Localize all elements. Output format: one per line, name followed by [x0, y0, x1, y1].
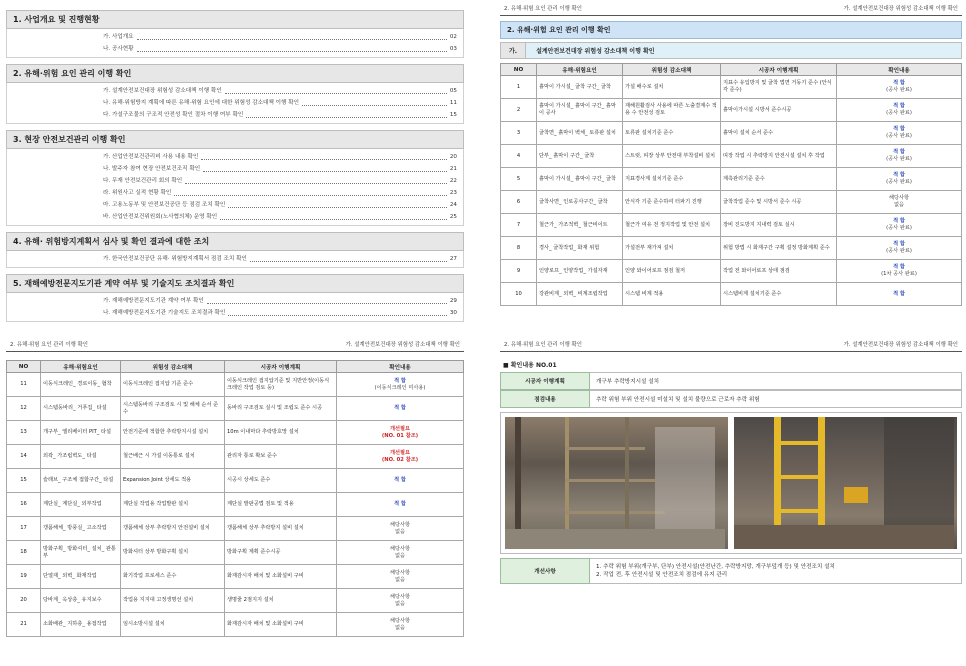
result-status: 적 합 [893, 264, 905, 270]
toc-item[interactable] [103, 177, 457, 186]
cell-plan: 생명줄 2점지지 설치 [225, 589, 337, 613]
result-status: 해당사항 [389, 545, 411, 552]
table-row [7, 373, 464, 397]
result-status: 해당사항 [389, 569, 411, 576]
toc-page [6, 4, 464, 326]
cell-risk: 강관비계_ 외벽_ 비계조립작업 [537, 283, 623, 306]
col-risk: 유해·위험요인 [537, 64, 623, 76]
table-header [7, 361, 464, 373]
toc-leader-dots [137, 39, 447, 40]
cell-result [337, 469, 464, 493]
cell-no: 14 [7, 445, 41, 469]
risk-table-1 [500, 63, 962, 306]
result-note: (공사 완료) [886, 156, 912, 162]
improvement-label: 개선사항 [500, 558, 590, 584]
result-status: 해당사항 [888, 195, 910, 201]
cell-plan: 시스템비계 설치기준 준수 [721, 283, 837, 306]
cell-no: 11 [7, 373, 41, 397]
result-status: 적 합 [394, 405, 406, 411]
table-row [7, 565, 464, 589]
cell-result [337, 565, 464, 589]
toc-item[interactable] [103, 33, 457, 42]
cell-plan: 위험 방법 시 화재구간 구획 설정 방화계획 준수 [721, 237, 837, 260]
toc-section-title: 2. 유해·위험 요인 관리 이행 확인 [6, 64, 464, 83]
result-status: 적 합 [893, 103, 905, 109]
cell-risk: 당바계_ 옥상층_ 유지보수 [41, 589, 121, 613]
table-row [501, 76, 962, 99]
result-status: 해당사항 [389, 617, 411, 624]
cell-risk: 인양로프_ 인양작업_ 가설자재 [537, 260, 623, 283]
cell-plan: 장비 진도방지 지내력 검토 실시 [721, 214, 837, 237]
subsection-label: 가. [500, 42, 526, 59]
cell-measure: Expansion Joint 상세도 적용 [121, 469, 225, 493]
cell-risk: 철근가_ 가조적벽_ 철근비이트 [537, 214, 623, 237]
result-note: 없음 [893, 202, 905, 208]
photo-page [500, 340, 962, 662]
cell-result [837, 260, 962, 283]
header-left: 2. 유해·위험 요인 관리 이행 확인 [10, 342, 88, 348]
col-result: 확인내용 [837, 64, 962, 76]
toc-leader-dots [137, 51, 447, 52]
toc-item[interactable] [103, 297, 457, 306]
cell-plan: 화재감시자 배치 및 소화설비 구비 [225, 565, 337, 589]
result-status: 개선필요 [389, 449, 411, 456]
cell-no: 17 [7, 517, 41, 541]
col-no: NO [7, 361, 41, 373]
cell-plan: 작업 전 와이어로프 상태 점검 [721, 260, 837, 283]
risk-table-2 [6, 360, 464, 637]
toc-page-number: 29 [449, 298, 457, 304]
table-row [501, 283, 962, 306]
toc-page-number: 21 [449, 166, 457, 172]
cell-measure: 스트럿, 띠장 상부 안전대 부착설비 설치 [623, 145, 721, 168]
cell-no: 18 [7, 541, 41, 565]
check-number-heading: ■ 확인내용 NO.01 [503, 362, 557, 369]
toc-item-text: 가. 설계안전보건대장 위험성 감소대책 이행 확인 [103, 88, 222, 94]
result-note: 없음 [394, 600, 406, 607]
toc-leader-dots [185, 183, 447, 184]
col-risk: 유해·위험요인 [41, 361, 121, 373]
table-row [501, 191, 962, 214]
cell-risk: 외곽_ 가조립벽도_ 타설 [41, 445, 121, 469]
cell-measure: 지표경사계 설치기준 준수 [623, 168, 721, 191]
table-row [501, 145, 962, 168]
toc-leader-dots [246, 117, 447, 118]
header-left: 2. 유해·위험 요인 관리 이행 확인 [504, 6, 582, 12]
cell-no: 3 [501, 122, 537, 145]
subsection-title: 설계안전보건대장 위험성 감소대책 이행 확인 [526, 42, 962, 59]
cell-result [837, 145, 962, 168]
improvement-row [500, 558, 962, 584]
table-row [7, 493, 464, 517]
toc-item-text: 마. 고용노동부 및 안전보건공단 등 점검 조치 확인 [103, 202, 226, 208]
cell-result [337, 613, 464, 637]
toc-page-number: 02 [449, 34, 457, 40]
table-row [501, 237, 962, 260]
cell-no: 5 [501, 168, 537, 191]
toc-section-title: 5. 재해예방전문지도기관 계약 여부 및 기술지도 조치결과 확인 [6, 274, 464, 293]
inspection-label: 점검내용 [500, 390, 590, 408]
cell-plan: 띠장 작업 시 추락방지 안전시설 설치 후 작업 [721, 145, 837, 168]
toc-section-title: 4. 유해· 위험방지계획서 심사 및 확인 결과에 대한 조치 [6, 232, 464, 251]
toc-page-number: 27 [449, 256, 457, 262]
toc-item[interactable] [103, 255, 457, 264]
table-row [7, 613, 464, 637]
plan-label: 시공자 이행계획 [500, 372, 590, 390]
checklist-page-2 [6, 340, 464, 662]
cell-plan: 10m 이내마다 추락방호망 설치 [225, 421, 337, 445]
toc-leader-dots [174, 195, 447, 196]
site-photos [500, 412, 962, 554]
result-status: 적 합 [893, 241, 905, 247]
cell-plan: 지표수 유입방지 및 굴착 법면 거동기 준수 (안식각 준수) [721, 76, 837, 99]
cell-result [837, 214, 962, 237]
running-header [6, 340, 464, 352]
result-status: 적 합 [893, 126, 905, 132]
cell-plan: 흙막이 설치 순서 준수 [721, 122, 837, 145]
cell-no: 12 [7, 397, 41, 421]
toc-section-title: 1. 사업개요 및 진행현황 [6, 10, 464, 29]
header-right: 가. 설계안전보건대장 위험성 감소대책 이행 확인 [345, 342, 460, 348]
improvement-text [590, 558, 962, 584]
table-row [501, 168, 962, 191]
cell-result [837, 283, 962, 306]
cell-no: 7 [501, 214, 537, 237]
cell-measure: 임시소방시설 설치 [121, 613, 225, 637]
toc-item-text: 라. 위원사고 실적 현황 확인 [103, 190, 172, 196]
cell-risk: 개구부_ 엘리베이터 PIT_ 타설 [41, 421, 121, 445]
toc-leader-dots [228, 207, 447, 208]
toc-section [6, 10, 464, 58]
cell-plan: 계측관리기준 준수 [721, 168, 837, 191]
toc-leader-dots [220, 219, 447, 220]
cell-result [337, 445, 464, 469]
toc-item[interactable] [103, 165, 457, 174]
toc-leader-dots [203, 171, 447, 172]
cell-risk: 갱폼해체_ 방풍실_ 고소작업 [41, 517, 121, 541]
cell-no: 2 [501, 99, 537, 122]
result-status: 적 합 [394, 477, 406, 483]
table-row [7, 397, 464, 421]
toc-leader-dots [207, 303, 447, 304]
col-result: 확인내용 [337, 361, 464, 373]
running-header [500, 4, 962, 16]
result-note: (공사 완료) [886, 248, 912, 254]
cell-plan: 시공시 상세도 준수 [225, 469, 337, 493]
col-no: NO [501, 64, 537, 76]
toc-section [6, 130, 464, 226]
toc-leader-dots [228, 315, 447, 316]
result-note: (공사 완료) [886, 87, 912, 93]
toc-page-number: 15 [449, 112, 457, 118]
running-header [500, 340, 962, 352]
section-title: 2. 유해·위험 요인 관리 이행 확인 [500, 21, 962, 39]
toc-leader-dots [302, 105, 447, 106]
toc-section [6, 232, 464, 268]
toc-section-title: 3. 현장 안전보건관리 이행 확인 [6, 130, 464, 149]
cell-result [837, 99, 962, 122]
cell-risk: 방화구획_ 방화셔터_ 설치_ 관통부 [41, 541, 121, 565]
inspection-row [500, 390, 962, 408]
cell-plan: 이동식크레인 접지압기준 및 지반안정(이동식크레인 작업 검토 등) [225, 373, 337, 397]
cell-measure: 이동식크레인 접지압 기준 준수 [121, 373, 225, 397]
cell-no: 20 [7, 589, 41, 613]
toc-section [6, 274, 464, 322]
cell-no: 19 [7, 565, 41, 589]
cell-plan: 동바리 구조검토 실시 및 조립도 준수 시공 [225, 397, 337, 421]
toc-item[interactable] [103, 201, 457, 210]
cell-no: 15 [7, 469, 41, 493]
cell-risk: 계단실_ 계단실_ 외부작업 [41, 493, 121, 517]
cell-result [837, 168, 962, 191]
result-status: 해당사항 [389, 521, 411, 528]
cell-risk: 슬래브_ 구조체 접합구간_ 타설 [41, 469, 121, 493]
cell-plan: 관리자 통로 확보 준수 [225, 445, 337, 469]
table-row [501, 260, 962, 283]
result-status: 적 합 [394, 377, 406, 384]
cell-no: 16 [7, 493, 41, 517]
cell-result [837, 76, 962, 99]
toc-item-text: 가. 사업개요 [103, 34, 134, 40]
cell-no: 4 [501, 145, 537, 168]
table-row [501, 214, 962, 237]
toc-item-text: 바. 산업안전보건위원회(노사협의체) 운영 확인 [103, 214, 218, 220]
improvement-line: 1. 추락 위험 부위(개구부, 단부) 안전시설(안전난간, 추락방지망, 개구부덮개 등) 및 안전조치 설치 [596, 564, 835, 570]
checklist-page-1 [500, 4, 962, 326]
toc-item-text: 가. 재해예방전문지도기관 계약 여부 확인 [103, 298, 204, 304]
cell-plan: 계단실 발판공법 검토 및 적용 [225, 493, 337, 517]
toc-page-number: 23 [449, 190, 457, 196]
result-status: 적 합 [893, 218, 905, 224]
toc-page-number: 22 [449, 178, 457, 184]
table-row [7, 445, 464, 469]
result-note: (공사 완료) [886, 110, 912, 116]
toc-items [6, 293, 464, 322]
result-status: 해당사항 [389, 593, 411, 600]
table-row [7, 541, 464, 565]
result-note: 없음 [394, 624, 406, 631]
cell-plan: 방화구획 계획 준수시공 [225, 541, 337, 565]
toc-item-text: 나. 발주자 참여 현장 안전보건조직 확인 [103, 166, 201, 172]
table-row [7, 421, 464, 445]
cell-risk: 흙막이 가시설_ 굴착 구간_ 굴착 [537, 76, 623, 99]
cell-measure: 갱폼해체 상부 추락방지 안전설비 설치 [121, 517, 225, 541]
cell-measure: 가설 배수로 설치 [623, 76, 721, 99]
header-right: 가. 설계안전보건대장 위험성 감소대책 이행 확인 [843, 342, 958, 348]
cell-result [337, 589, 464, 613]
cell-measure: 가설전부 재가져 설치 [623, 237, 721, 260]
cell-risk: 굴착사면_ 인로공사구간_ 굴착 [537, 191, 623, 214]
toc-page-number: 03 [449, 46, 457, 52]
cell-measure: 화기작업 프로세스 준수 [121, 565, 225, 589]
cell-no: 10 [501, 283, 537, 306]
toc-items [6, 149, 464, 226]
result-status: 적 합 [893, 149, 905, 155]
toc-item[interactable] [103, 189, 457, 198]
result-note: (NO. 01 참조) [381, 432, 419, 439]
cell-risk: 시스템동바리_ 거푸집_ 타설 [41, 397, 121, 421]
cell-result [337, 373, 464, 397]
toc-item[interactable] [103, 45, 457, 54]
cell-measure: 작업용 지지대 고정생명선 설치 [121, 589, 225, 613]
result-note: (공사 완료) [886, 179, 912, 185]
toc-page-number: 05 [449, 88, 457, 94]
toc-item-text: 다. 무재 안전보건관리 회의 확인 [103, 178, 183, 184]
toc-section [6, 64, 464, 124]
cell-measure: 재해원활검사 사용에 따른 노출결계수 적용 수 안전성 검토 [623, 99, 721, 122]
result-note: 없음 [394, 576, 406, 583]
improvement-line: 2. 작업 전, 후 안전시설 및 안전조치 점검에 유지 관리 [596, 572, 728, 578]
inspection-value: 추락 위험 부위 안전시설 미설치 및 설치 불량으로 근로자 추락 위험 [590, 390, 962, 408]
toc-item-text: 나. 유해·위험방지 계획에 따른 유해·위험 요인에 대한 위험성 감소대책 이행 확인 [103, 100, 300, 106]
toc-item[interactable] [103, 153, 457, 162]
toc-item-text: 가. 한국안전보건공단 유해· 위험방지계획서 점검 조치 확인 [103, 256, 247, 262]
cell-measure: 시스템 비계 적용 [623, 283, 721, 306]
plan-row [500, 372, 962, 390]
cell-no: 8 [501, 237, 537, 260]
site-photo-stairs [505, 417, 728, 549]
cell-result [337, 421, 464, 445]
cell-result [837, 237, 962, 260]
cell-risk: 흙막이 가시설_ 흙막이 구간_ 굴착 [537, 168, 623, 191]
toc-leader-dots [201, 159, 447, 160]
subsection-bar [500, 42, 962, 59]
result-status: 적 합 [893, 290, 905, 297]
toc-page-number: 30 [449, 310, 457, 316]
result-note: (NO. 02 참조) [381, 456, 419, 463]
cell-plan: 갱폼해체 상부 추락방지 설비 설치 [225, 517, 337, 541]
toc-item-text: 가. 산업안전보건관리비 사용 내용 확인 [103, 154, 199, 160]
table-row [501, 122, 962, 145]
toc-page-number: 25 [449, 214, 457, 220]
cell-measure: 계단실 작업용 작업발판 설치 [121, 493, 225, 517]
toc-leader-dots [225, 93, 447, 94]
result-note: (1차 공사 완료) [881, 271, 917, 277]
result-note: 없음 [394, 528, 406, 535]
result-note: (이동식크레인 미사용) [374, 384, 426, 391]
col-measure: 위험성 감소대책 [121, 361, 225, 373]
cell-no: 13 [7, 421, 41, 445]
toc-item[interactable] [103, 87, 457, 96]
cell-result [837, 122, 962, 145]
col-plan: 시공자 이행계획 [721, 64, 837, 76]
table-row [7, 517, 464, 541]
cell-measure: 철근가 여유 전 정지작업 및 안전 설치 [623, 214, 721, 237]
cell-risk: 단부_ 흙막이 구간_ 굴착 [537, 145, 623, 168]
toc-item-text: 나. 재해예방전문지도기관 기술지도 조치결과 확인 [103, 310, 226, 316]
plan-value: 개구부 추락방지시설 설치 [590, 372, 962, 390]
cell-measure: 안식각 기준 준수하여 터파기 진행 [623, 191, 721, 214]
cell-measure: 안전기준에 적합한 추락방지시설 설치 [121, 421, 225, 445]
cell-no: 9 [501, 260, 537, 283]
cell-risk: 이동식크레인_ 경로이동_ 협착 [41, 373, 121, 397]
toc-item[interactable] [103, 309, 457, 318]
cell-plan: 흙막이가시설 시방서 준수시공 [721, 99, 837, 122]
toc-page-number: 24 [449, 202, 457, 208]
header-left: 2. 유해·위험 요인 관리 이행 확인 [504, 342, 582, 348]
result-status: 적 합 [893, 172, 905, 178]
cell-no: 6 [501, 191, 537, 214]
site-photo-hoist [734, 417, 957, 549]
col-measure: 위험성 감소대책 [623, 64, 721, 76]
cell-risk: 단열재_ 외벽_ 화재작업 [41, 565, 121, 589]
cell-measure: 시스템동바리 구조검토 시 및 해체 순서 준수 [121, 397, 225, 421]
result-note: (공사 완료) [886, 225, 912, 231]
cell-measure: 인양 와이어로프 점검 철저 [623, 260, 721, 283]
table-header [501, 64, 962, 76]
cell-measure: 철근배근 시 가설 이동통로 설치 [121, 445, 225, 469]
cell-risk: 경사_ 굴착작업_ 화재 위험 [537, 237, 623, 260]
toc-leader-dots [250, 261, 447, 262]
result-status: 적 합 [394, 501, 406, 507]
cell-risk: 흙막이 가시설_ 흙막이 구간_ 흙막이 공사 [537, 99, 623, 122]
toc-item[interactable] [103, 99, 457, 108]
cell-risk: 굴착면_ 흙막이 벽체_ 토류판 설치 [537, 122, 623, 145]
cell-measure: 방화셔터 상부 방화구획 설치 [121, 541, 225, 565]
cell-result [337, 493, 464, 517]
toc-item-text: 나. 공사현황 [103, 46, 134, 52]
toc-items [6, 251, 464, 268]
table-row [501, 99, 962, 122]
result-note: 없음 [394, 552, 406, 559]
toc-item[interactable] [103, 111, 457, 120]
toc-item[interactable] [103, 213, 457, 222]
col-plan: 시공자 이행계획 [225, 361, 337, 373]
cell-plan: 화재감시자 배치 및 소화설비 구비 [225, 613, 337, 637]
cell-no: 1 [501, 76, 537, 99]
result-status: 개선필요 [389, 425, 411, 432]
cell-plan: 굴착작업 준수 및 시방서 준수 시공 [721, 191, 837, 214]
cell-result [337, 541, 464, 565]
toc-page-number: 20 [449, 154, 457, 160]
toc-page-number: 11 [449, 100, 457, 106]
cell-risk: 소화배관_ 지하층_ 용접작업 [41, 613, 121, 637]
table-row [7, 469, 464, 493]
cell-no: 21 [7, 613, 41, 637]
toc-items [6, 83, 464, 124]
cell-measure: 토류판 설치기준 준수 [623, 122, 721, 145]
toc-item-text: 다. 가설구조물의 구조적 안전성 확인 절차 이행 여부 확인 [103, 112, 244, 118]
result-note: (공사 완료) [886, 133, 912, 139]
header-right: 가. 설계안전보건대장 위험성 감소대책 이행 확인 [843, 6, 958, 12]
result-status: 적 합 [893, 80, 905, 86]
cell-result [337, 397, 464, 421]
table-row [7, 589, 464, 613]
cell-result [337, 517, 464, 541]
toc-items [6, 29, 464, 58]
cell-result [837, 191, 962, 214]
